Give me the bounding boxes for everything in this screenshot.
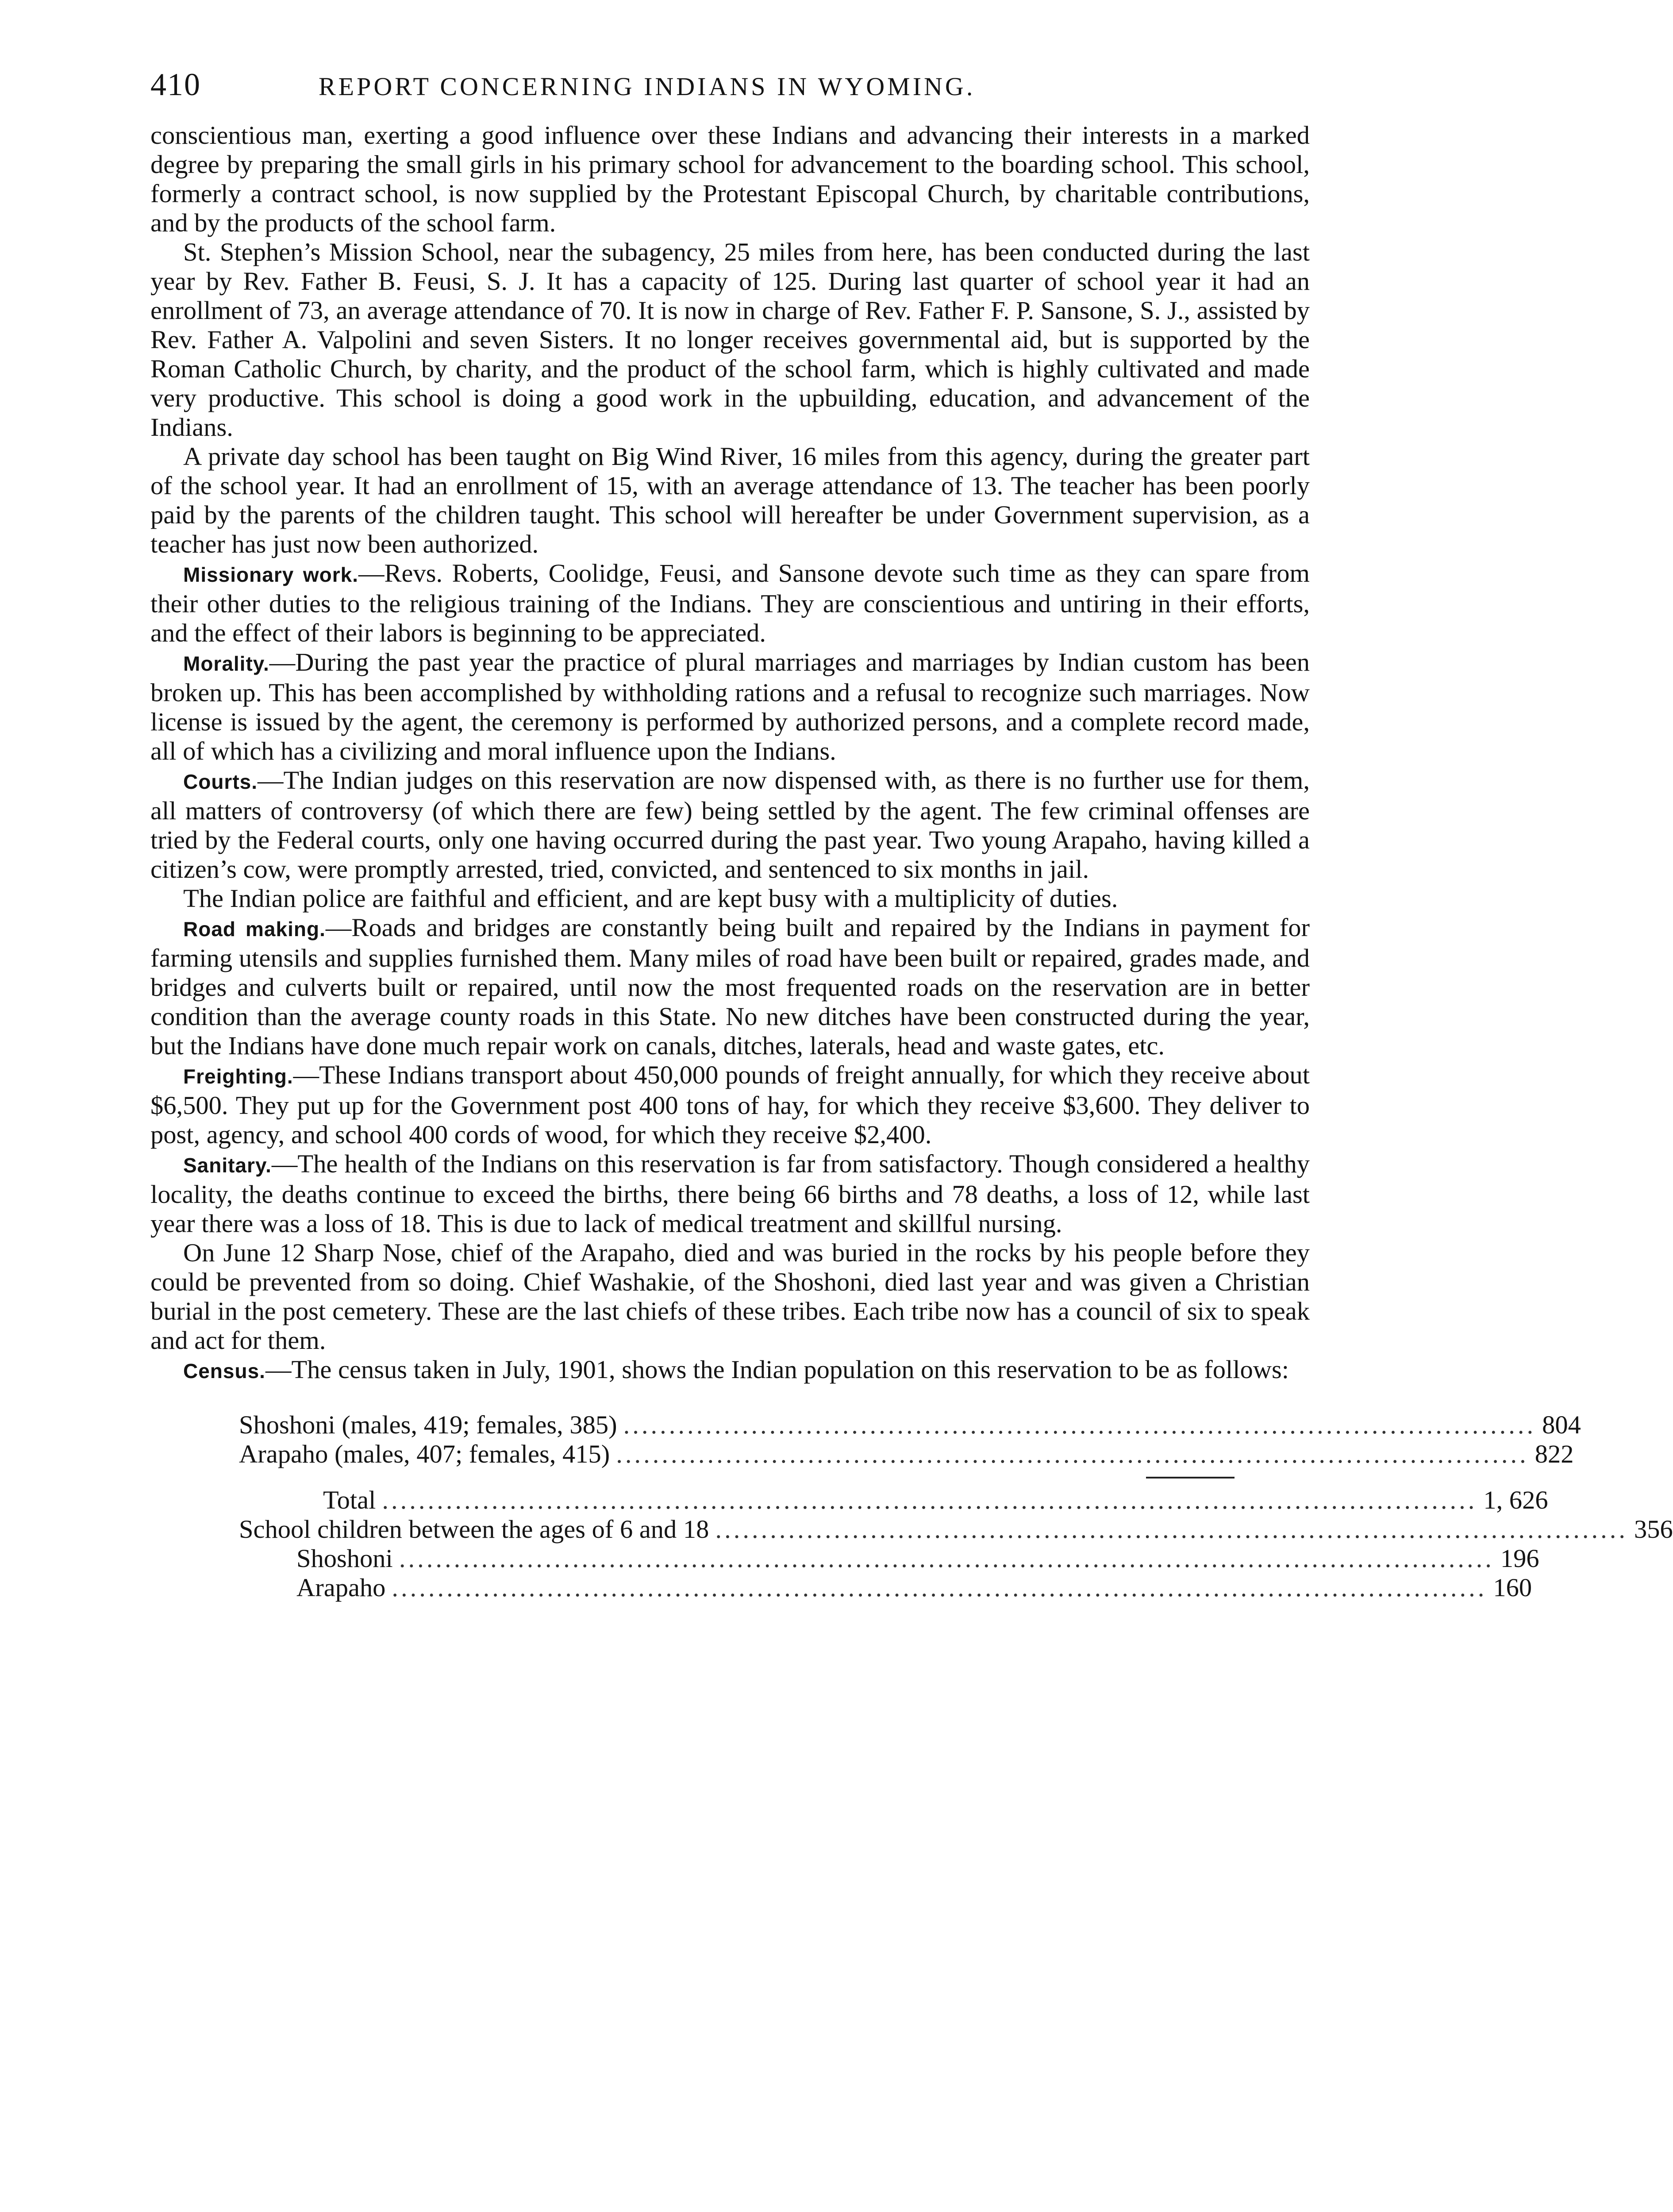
census-row-total: Total ........................................................................................................................ 1, 626 [323,1486,1548,1514]
paragraph-day-school: A private day school has been taught on Big Wind River, 16 miles from this agency, during the greater part of the school year. It had an enrollment of 15, with an average attendance of 13. The teacher has been poorly paid by the parents of the children taught. This school will hereafter be under Government supervision, as a teacher has just now been authorized. [150,442,1310,558]
census-value: 804 [1542,1410,1581,1439]
dot-leader: ........................................................................................................................ [399,1544,1494,1573]
dot-leader: .................................................................................................... [623,1410,1536,1439]
section-lead: Freighting. [183,1065,293,1088]
document-page [150,66,1673,1602]
body-text [150,121,1310,1386]
census-row-school-children: School children between the ages of 6 and 18 .................................................................................................... 356 [239,1515,1673,1544]
section-lead: Courts. [183,770,258,793]
census-row-arapaho: Arapaho (males, 407; females, 415) .................................................................................................... 822 [239,1440,1574,1468]
running-head: REPORT CONCERNING INDIANS IN WYOMING. [319,72,976,101]
paragraph-missionary-work: Missionary work.—Revs. Roberts, Coolidge, Feusi, and Sansone devote such time as they can spare from their other duties to the religious training of the Indians. They are conscientious and untiring in their efforts, and the effect of their labors is beginning to be appreciated. [150,559,1310,647]
census-row-shoshoni: Shoshoni (males, 419; females, 385) .................................................................................................... 804 [239,1410,1581,1439]
total-rule [1146,1477,1235,1479]
section-lead: Missionary work. [183,563,359,586]
dot-leader: ........................................................................................................................ [382,1486,1477,1514]
census-row-school-arapaho: Arapaho ........................................................................................................................ 160 [296,1573,1532,1602]
paragraph-courts: Courts.—The Indian judges on this reservation are now dispensed with, as there is no further use for them, all matters of controversy (of which there are few) being settled by the agent. The few criminal offenses are tried by the Federal courts, only one having occurred during the past year. Two young Arapaho, having killed a citizen’s cow, were promptly arrested, tried, convicted, and sentenced to six months in jail. [150,766,1310,883]
section-lead: Sanitary. [183,1154,272,1177]
census-value: 822 [1535,1440,1574,1468]
census-table [150,1410,1673,1602]
paragraph-boarding-school: conscientious man, exerting a good influence over these Indians and advancing their interests in a marked degree by preparing the small girls in his primary school for advancement to the boarding school. This school, formerly a contract school, is now supplied by the Protestant Episcopal Church, by charitable contributions, and by the products of the school farm. [150,121,1310,237]
paragraph-road-making: Road making.—Roads and bridges are constantly being built and repaired by the Indians in payment for farming utensils and supplies furnished them. Many miles of road have been built or repaired, grades made, and bridges and culverts built or repaired, until now the most frequented roads on the reservation are in better condition than the average county roads in this State. No new ditches have been constructed during the year, but the Indians have done much repair work on canals, ditches, laterals, head and waste gates, etc. [150,913,1310,1060]
dot-leader: .................................................................................................... [715,1515,1628,1544]
census-value: 160 [1493,1573,1532,1602]
dot-leader: .................................................................................................... [616,1440,1529,1468]
census-value: 1, 626 [1483,1486,1548,1514]
paragraph-freighting: Freighting.—These Indians transport about 450,000 pounds of freight annually, for which they receive about $6,500. They put up for the Government post 400 tons of hay, for which they receive $3,600. They deliver to post, agency, and school 400 cords of wood, for which they receive $2,400. [150,1060,1310,1149]
census-value: 196 [1500,1544,1539,1573]
paragraph-chiefs: On June 12 Sharp Nose, chief of the Arapaho, died and was buried in the rocks by his people before they could be prevented from so doing. Chief Washakie, of the Shoshoni, died last year and was given a Christian burial in the post cemetery. These are the last chiefs of these tribes. Each tribe now has a council of six to speak and act for them. [150,1238,1310,1355]
page-number: 410 [150,67,201,102]
census-row-school-shoshoni: Shoshoni ........................................................................................................................ 196 [296,1544,1539,1573]
section-lead: Census. [183,1359,265,1382]
paragraph-morality: Morality.—During the past year the practice of plural marriages and marriages by Indian custom has been broken up. This has been accomplished by withholding rations and a refusal to recognize such marriages. Now license is issued by the agent, the ceremony is performed by authorized persons, and a complete record made, all of which has a civilizing and moral influence upon the Indians. [150,648,1310,765]
paragraph-st-stephens: St. Stephen’s Mission School, near the subagency, 25 miles from here, has been conducted during the last year by Rev. Father B. Feusi, S. J. It has a capacity of 125. During last quarter of school year it had an enrollment of 73, an average attendance of 70. It is now in charge of Rev. Father F. P. Sansone, S. J., assisted by Rev. Father A. Valpolini and seven Sisters. It no longer receives governmental aid, but is supported by the Roman Catholic Church, by charity, and the product of the school farm, which is highly cultivated and made very productive. This school is doing a good work in the upbuilding, education, and advancement of the Indians. [150,238,1310,442]
paragraph-police: The Indian police are faithful and efficient, and are kept busy with a multiplicity of duties. [183,884,1118,913]
paragraph-sanitary: Sanitary.—The health of the Indians on this reservation is far from satisfactory. Though considered a healthy locality, the deaths continue to exceed the births, there being 66 births and 78 deaths, a loss of 12, while last year there was a loss of 18. This is due to lack of medical treatment and skillful nursing. [150,1149,1310,1238]
section-lead: Road making. [183,918,326,941]
paragraph-census: Census.—The census taken in July, 1901, shows the Indian population on this reservation to be as follows: [183,1355,1289,1384]
census-value: 356 [1634,1515,1673,1544]
page-header [150,66,1310,103]
dot-leader: ........................................................................................................................ [392,1573,1487,1602]
section-lead: Morality. [183,652,269,675]
